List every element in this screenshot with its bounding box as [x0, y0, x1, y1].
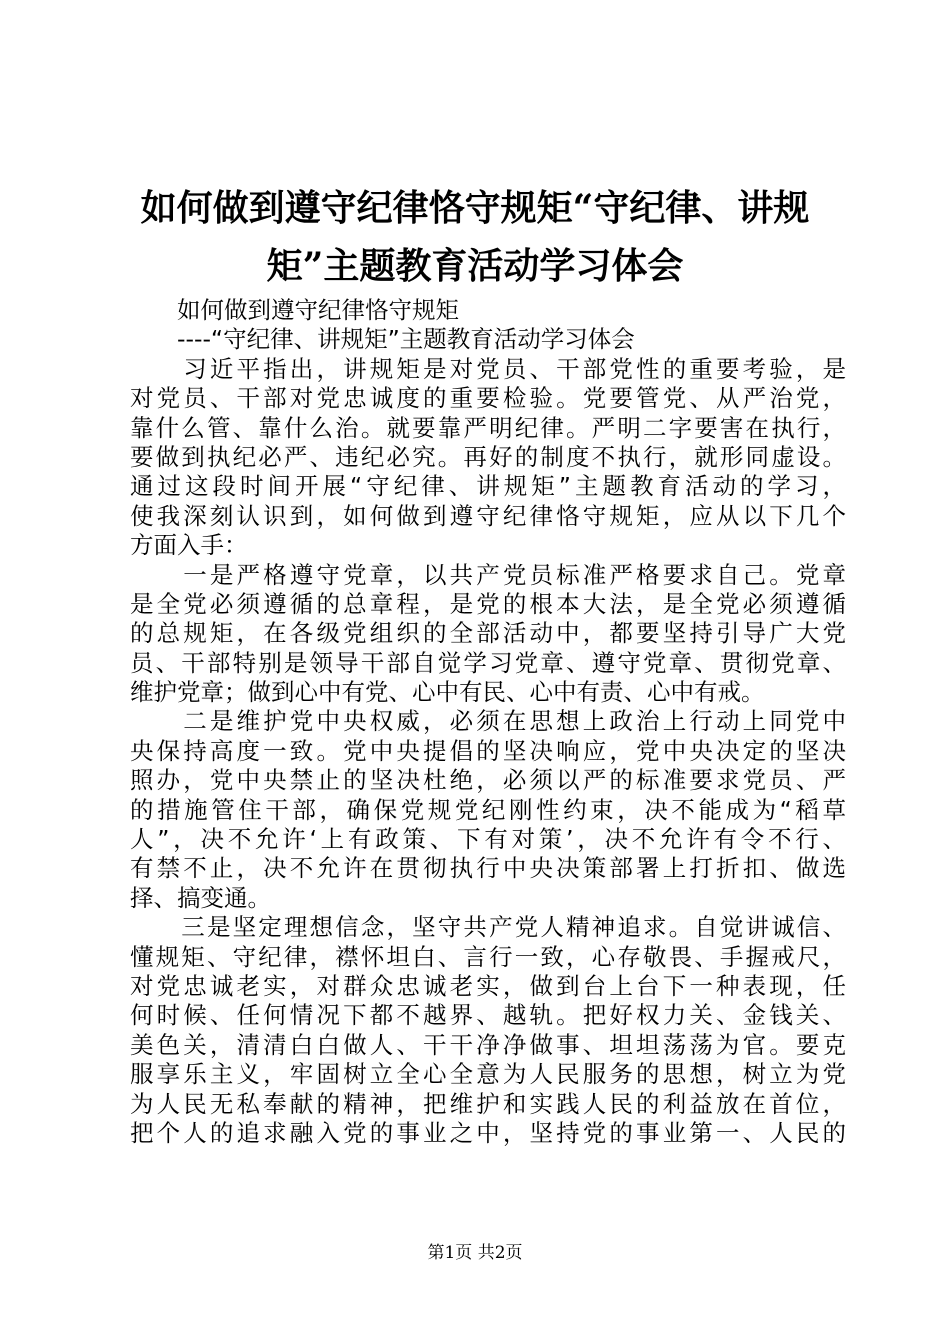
body-text-line: 照办，党中央禁止的坚决杜绝，必须以严的标准要求党员、严 — [130, 766, 846, 795]
body-text-line: 何时候、任何情况下都不越界、越轨。把好权力关、金钱关、 — [130, 1001, 846, 1030]
body-text-line: 对党员、干部对党忠诚度的重要检验。党要管党、从严治党， — [130, 384, 846, 413]
document-title-line-1: 如何做到遵守纪律恪守规矩“守纪律、讲规 — [140, 187, 810, 229]
body-text-line: 靠什么管、靠什么治。就要靠严明纪律。严明二字要害在执行， — [130, 413, 846, 442]
body-text-line: 通过这段时间开展“守纪律、讲规矩”主题教育活动的学习， — [130, 472, 846, 501]
body-text-line: 要做到执纪必严、违纪必究。再好的制度不执行，就形同虚设。 — [130, 442, 846, 471]
body-text-line: 对党忠诚老实，对群众忠诚老实，做到台上台下一种表现，任 — [130, 971, 846, 1000]
body-text-line: 央保持高度一致。党中央提倡的坚决响应，党中央决定的坚决 — [130, 736, 846, 765]
body-text-line: 习近平指出，讲规矩是对党员、干部党性的重要考验，是 — [130, 354, 846, 383]
body-text-line: 是全党必须遵循的总章程，是党的根本大法，是全党必须遵循 — [130, 589, 846, 618]
body-text-line: 一是严格遵守党章，以共产党员标准严格要求自己。党章 — [130, 560, 846, 589]
body-text-line: 择、搞变通。 — [130, 883, 271, 912]
document-title-line-2: 矩”主题教育活动学习体会 — [266, 245, 684, 287]
body-text-line: 维护党章；做到心中有党、心中有民、心中有责、心中有戒。 — [130, 678, 765, 707]
body-text-line: 二是维护党中央权威，必须在思想上政治上行动上同党中 — [130, 707, 846, 736]
body-text-line: 使我深刻认识到，如何做到遵守纪律恪守规矩，应从以下几个 — [130, 501, 846, 530]
body-text-line: 服享乐主义，牢固树立全心全意为人民服务的思想，树立为党 — [130, 1060, 846, 1089]
body-text-line: 把个人的追求融入党的事业之中，坚持党的事业第一、人民的 — [130, 1118, 846, 1147]
body-text-line: 人”，决不允许‘上有政策、下有对策’，决不允许有令不行、 — [130, 825, 846, 854]
body-text-line: 的总规矩，在各级党组织的全部活动中，都要坚持引导广大党 — [130, 619, 846, 648]
body-text-line: 三是坚定理想信念，坚守共产党人精神追求。自觉讲诚信、 — [130, 913, 846, 942]
body-text-line: 的措施管住干部，确保党规党纪刚性约束，决不能成为“稻草 — [130, 795, 846, 824]
document-body — [130, 296, 846, 1148]
body-text-line: 如何做到遵守纪律恪守规矩 — [130, 296, 459, 324]
body-text-line: 为人民无私奉献的精神，把维护和实践人民的利益放在首位， — [130, 1089, 846, 1118]
body-text-line: 员、干部特别是领导干部自觉学习党章、遵守党章、贯彻党章、 — [130, 648, 846, 677]
body-text-line: 懂规矩、守纪律，襟怀坦白、言行一致，心存敬畏、手握戒尺， — [130, 942, 846, 971]
body-text-line: 有禁不止，决不允许在贯彻执行中央决策部署上打折扣、做选 — [130, 854, 846, 883]
page-number: 第1页 共2页 — [427, 1243, 523, 1263]
body-text-line: 方面入手： — [130, 531, 248, 560]
body-text-line: 美色关，清清白白做人、干干净净做事、坦坦荡荡为官。要克 — [130, 1030, 846, 1059]
body-text-line: ----“守纪律、讲规矩”主题教育活动学习体会 — [130, 325, 635, 354]
